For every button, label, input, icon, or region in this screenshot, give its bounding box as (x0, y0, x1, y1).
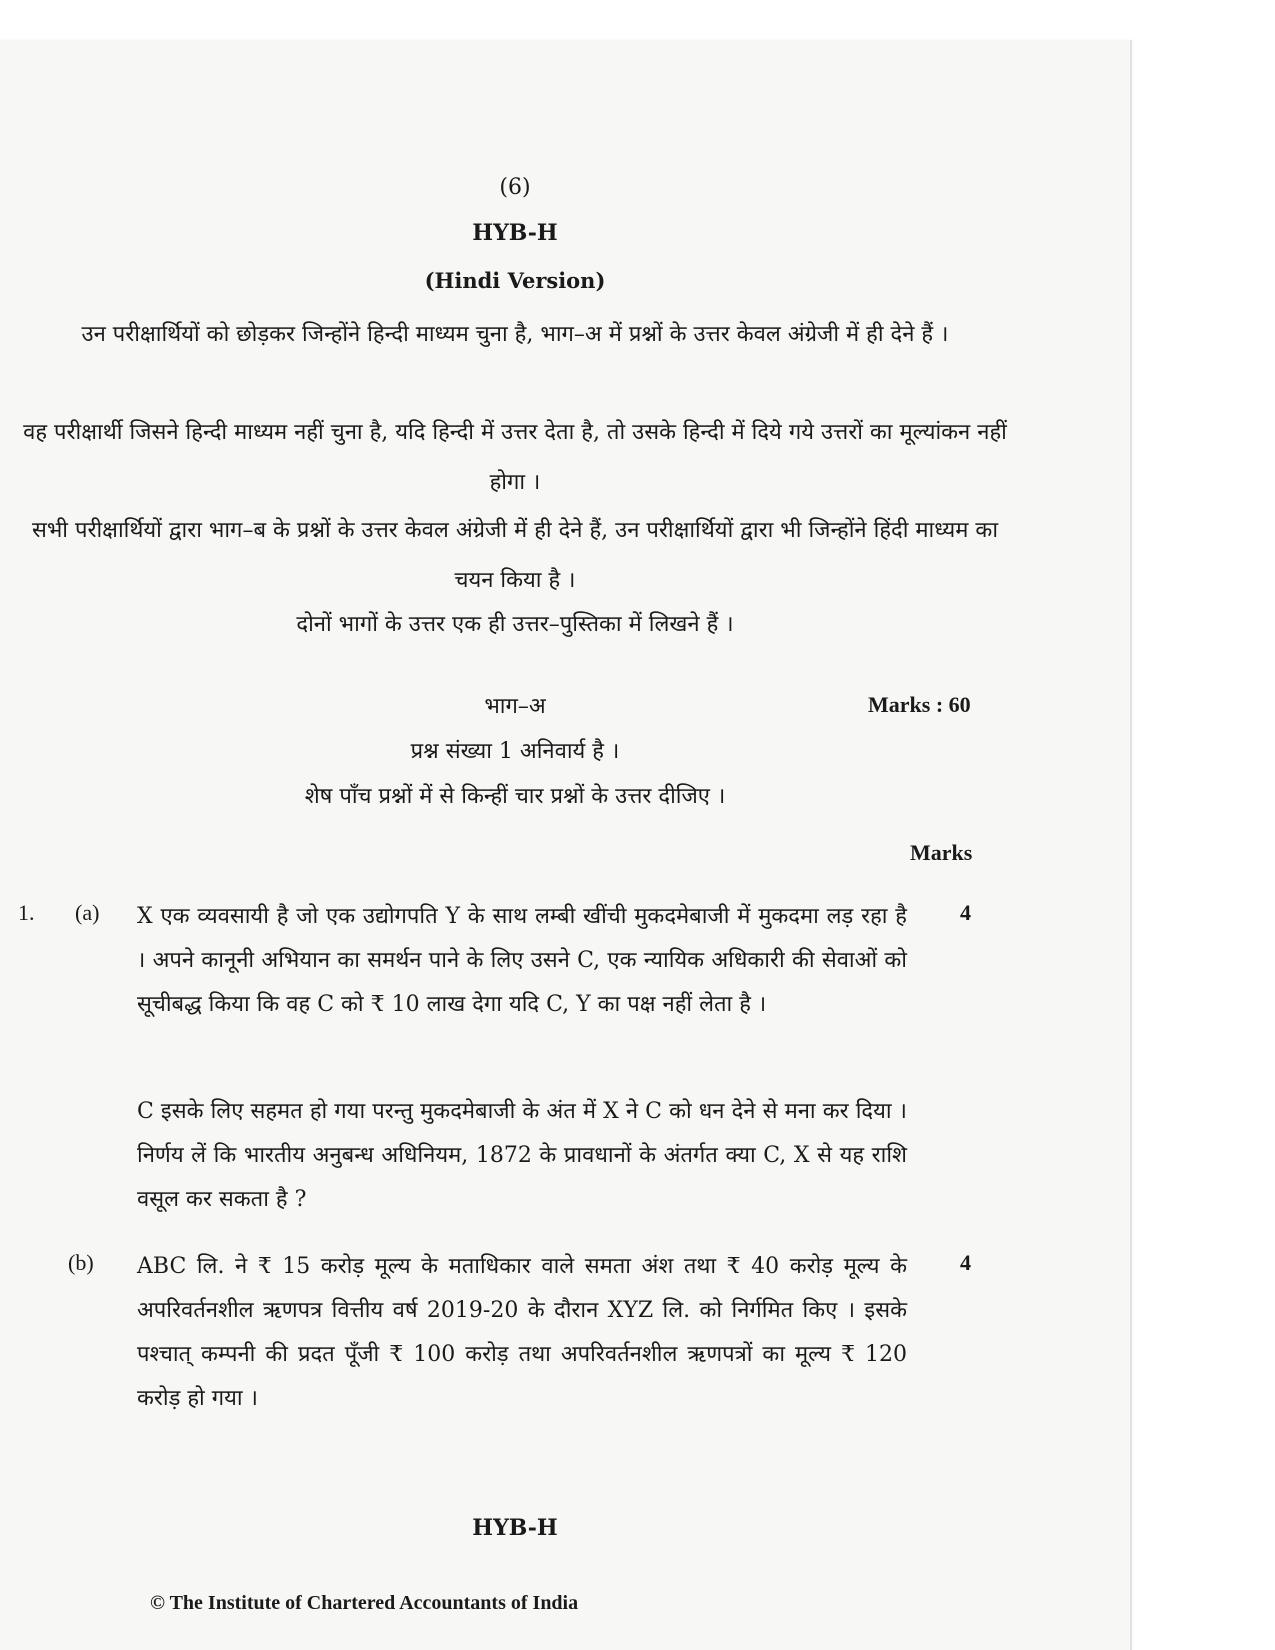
part-b-paragraph-1: ABC लि. ने ₹ 15 करोड़ मूल्य के मताधिकार वाले समता अंश तथा ₹ 40 करोड़ मूल्य के अपरिवर्तनशील ऋणपत्र वित्तीय वर्ष 2019-20 के दौरान XYZ लि. को निर्गमित किए । इसके पश्चात् कम्पनी की प्रदत पूँजी ₹ 100 करोड़ तथा अपरिवर्तनशील ऋणपत्रों का मूल्य ₹ 120 करोड़ हो गया । (137, 1254, 907, 1411)
copyright-notice: © The Institute of Chartered Accountants of India (150, 1592, 579, 1614)
part-a-marks: 4 (960, 900, 971, 925)
marks-column-header: Marks (910, 840, 973, 865)
part-b-label: (b) (68, 1250, 94, 1275)
question-number: 1. (18, 900, 35, 925)
part-a-paragraph-1: X एक व्यवसायी है जो एक उद्योगपति Y के साथ लम्बी खींची मुकदमेबाजी में मुकदमा लड़ रहा है । अपने कानूनी अभियान का समर्थन पाने के लिए उसने C, एक न्यायिक अधिकारी की सेवाओं को सूचीबद्ध किया कि वह C को ₹ 10 लाख देगा यदि C, Y का पक्ष नहीं लेता है । (137, 904, 907, 1017)
version-label: (Hindi Version) (424, 268, 606, 293)
paper-code: HYB-H (472, 220, 558, 246)
section-title: भाग–अ (484, 694, 546, 719)
part-a-paragraph-2: C इसके लिए सहमत हो गया परन्तु मुकदमेबाजी के अंत में X ने C को धन देने से मना कर दिया । निर्णय लें कि भारतीय अनुबन्ध अधिनियम, 1872 के प्रावधानों के अंतर्गत क्या C, X से यह राशि वसूल कर सकता है ? (137, 1099, 907, 1212)
instruction-3: सभी परीक्षार्थियों द्वारा भाग–ब के प्रश्नों के उत्तर केवल अंग्रेजी में ही देने हैं, उन परीक्षार्थियों द्वारा भी जिन्होंने हिंदी माध्यम का चयन किया है । (31, 518, 999, 593)
section-rule-1: प्रश्न संख्या 1 अनिवार्य है । (410, 739, 620, 764)
page-number: (6) (499, 175, 531, 200)
section-rule-2: शेष पाँच प्रश्नों में से किन्हीं चार प्रश्नों के उत्तर दीजिए । (304, 784, 726, 809)
instruction-4: दोनों भागों के उत्तर एक ही उत्तर–पुस्तिका में लिखने हैं । (296, 612, 734, 637)
instruction-2: वह परीक्षार्थी जिसने हिन्दी माध्यम नहीं चुना है, यदि हिन्दी में उत्तर देता है, तो उसके हिन्दी में दिये गये उत्तरों का मूल्यांकन नहीं होगा । (23, 420, 1007, 495)
footer-paper-code: HYB-H (472, 1515, 558, 1541)
part-b-marks: 4 (960, 1250, 971, 1275)
part-a-label: (a) (75, 900, 100, 925)
instruction-1: उन परीक्षार्थियों को छोड़कर जिन्होंने हिन्दी माध्यम चुना है, भाग–अ में प्रश्नों के उत्तर केवल अंग्रेजी में ही देने हैं । (81, 322, 949, 347)
section-marks: Marks : 60 (868, 692, 971, 717)
exam-page (0, 40, 1132, 1650)
